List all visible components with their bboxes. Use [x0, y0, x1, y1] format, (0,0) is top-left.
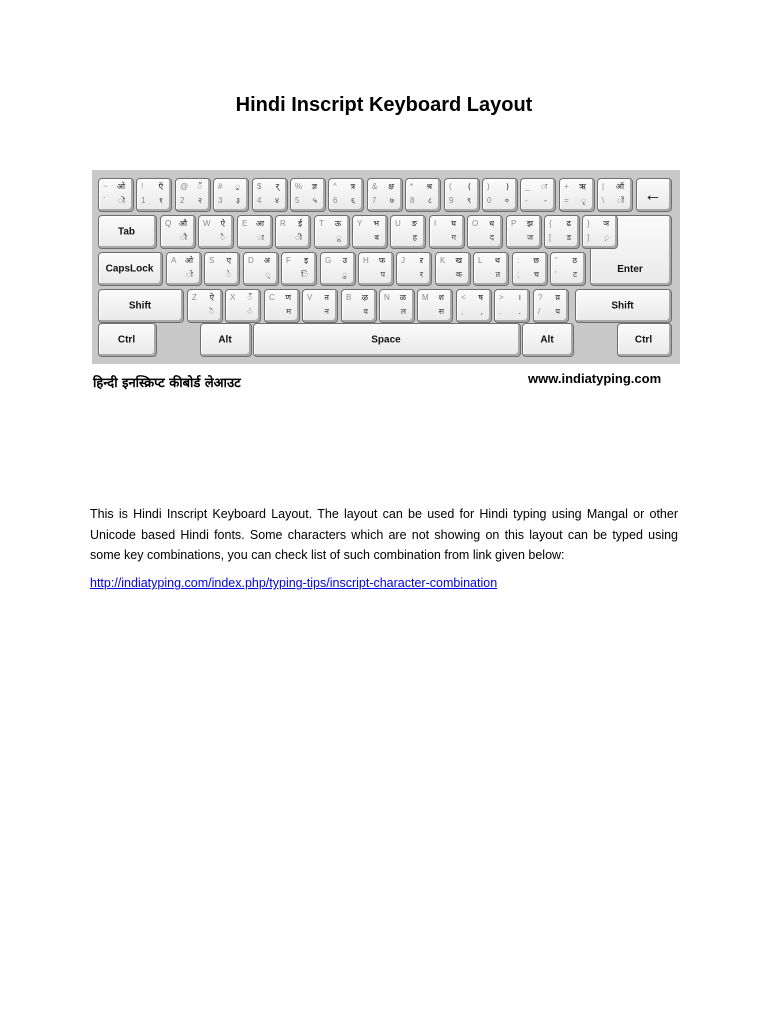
key-hindi-shift-char: झ [526, 219, 533, 228]
key-hindi-shift-char: अ [263, 256, 270, 265]
key-r2-4 [275, 215, 311, 249]
key-hindi-char: ह [412, 233, 417, 242]
key-shift-char: M [422, 293, 429, 302]
key-hindi-shift-char: ञ [603, 219, 609, 228]
key-hindi-shift-char: श [438, 293, 444, 302]
key-r2-3 [237, 215, 273, 249]
key-hindi-shift-char: त्र [350, 182, 355, 191]
key-base-char: ' [555, 270, 557, 279]
enter-key-label: Enter [617, 264, 643, 275]
key-hindi-shift-char: ) [505, 182, 509, 191]
key-hindi-char: ग [451, 233, 456, 242]
key-shift-char: $ [257, 182, 262, 191]
key-shift-char: J [401, 256, 405, 265]
key-hindi-char: ॊ [118, 196, 125, 205]
key-shift-char: S [209, 256, 215, 265]
key-r4-2 [225, 289, 261, 323]
key-r1-14 [597, 178, 633, 212]
key-shift-char: V [307, 293, 313, 302]
key-base-char: ; [517, 270, 520, 279]
key-r4-1 [187, 289, 223, 323]
key-shift-char: @ [180, 182, 189, 191]
key-hindi-char: ल [400, 307, 406, 316]
key-hindi-shift-char: । [517, 293, 521, 302]
key-hindi-shift-char: ऴ [361, 293, 368, 302]
key-hindi-shift-char: ऑ [615, 182, 624, 191]
key-base-char: = [564, 196, 569, 205]
key-r1-6 [290, 178, 326, 212]
key-hindi-char: - [544, 196, 547, 205]
key-hindi-char: व [363, 307, 368, 316]
key-shift-char: _ [525, 182, 530, 191]
backspace-key [636, 178, 672, 212]
key-r3-9 [473, 252, 509, 286]
key-r4-6 [379, 289, 415, 323]
alt-left-key-label: Alt [218, 334, 232, 346]
key-r1-11 [482, 178, 518, 212]
key-shift-char: L [478, 256, 483, 265]
key-base-char: / [538, 307, 541, 316]
key-r2-5 [314, 215, 350, 249]
key-hindi-shift-char: क्ष [388, 182, 394, 191]
key-base-char: 1 [141, 196, 146, 205]
space-key [253, 323, 521, 357]
key-hindi-shift-char: ऊ [334, 219, 341, 228]
key-r2-11 [544, 215, 580, 249]
shift-left-key-label: Shift [128, 300, 152, 312]
key-hindi-shift-char: ध [489, 219, 494, 228]
key-hindi-shift-char: ँ [247, 293, 252, 302]
key-hindi-char: , [480, 307, 483, 316]
key-hindi-shift-char: घ [451, 219, 456, 228]
key-hindi-shift-char: ऎ [209, 293, 214, 302]
key-r3-7 [396, 252, 432, 286]
tab-key [98, 215, 157, 249]
key-hindi-char: ि [301, 270, 308, 279]
space-key-label: Space [371, 334, 401, 346]
key-hindi-shift-char: छ [533, 256, 539, 265]
key-r3-11 [550, 252, 586, 286]
key-hindi-char: प [380, 270, 385, 279]
key-hindi-shift-char: ई [298, 219, 302, 228]
key-hindi-shift-char: ( [467, 182, 471, 191]
keyboard-image [92, 170, 680, 364]
key-hindi-shift-char: ख [455, 256, 462, 265]
key-hindi-char: २ [197, 196, 202, 205]
key-hindi-char: ट [572, 270, 577, 279]
page-title: Hindi Inscript Keyboard Layout [235, 94, 533, 116]
key-shift-char: P [511, 219, 517, 228]
tab-key-label: Tab [117, 226, 136, 238]
key-base-char: 4 [257, 196, 262, 205]
key-hindi-shift-char: ओ [184, 256, 193, 265]
key-hindi-char: न [324, 307, 329, 316]
key-r1-13 [559, 178, 595, 212]
shift-right-key-label: Shift [611, 300, 634, 312]
ctrl-left-key [98, 323, 157, 357]
key-hindi-shift-char: ऍ [158, 182, 163, 191]
key-r1-9 [405, 178, 441, 212]
key-hindi-char: ६ [350, 196, 355, 205]
key-r1-2 [136, 178, 172, 212]
key-base-char: \ [602, 196, 605, 205]
key-shift-char: { [549, 219, 552, 228]
key-r4-4 [302, 289, 338, 323]
key-base-char: 3 [218, 196, 223, 205]
key-r2-2 [198, 215, 234, 249]
key-hindi-char: ् [265, 270, 270, 279]
key-r4-9 [494, 289, 530, 323]
key-r1-1 [98, 178, 134, 212]
ctrl-right-key [617, 323, 672, 357]
key-base-char: - [525, 196, 528, 205]
key-r4-8 [456, 289, 492, 323]
key-shift-char: Z [192, 293, 197, 302]
key-base-char: 9 [449, 196, 454, 205]
key-shift-char: N [384, 293, 390, 302]
key-hindi-shift-char: भ [373, 219, 379, 228]
ctrl-right-key-label: Ctrl [634, 334, 653, 346]
key-shift-char: ~ [103, 182, 108, 191]
key-r1-4 [213, 178, 249, 212]
key-r1-5 [252, 178, 288, 212]
key-hindi-shift-char: ऩ [324, 293, 329, 302]
key-hindi-shift-char: ्र [235, 182, 240, 191]
key-hindi-char: ॆ [209, 307, 214, 316]
key-shift-char: I [434, 219, 437, 228]
key-r3-10 [512, 252, 548, 286]
key-hindi-shift-char: आ [255, 219, 264, 228]
key-shift-char: B [346, 293, 352, 302]
alt-left-key [200, 323, 252, 357]
key-r3-4 [281, 252, 317, 286]
key-shift-char: | [602, 182, 605, 191]
key-shift-char: & [372, 182, 378, 191]
key-hindi-shift-char: ॅ [197, 182, 202, 191]
key-shift-char: " [555, 256, 558, 265]
key-shift-char: < [461, 293, 466, 302]
key-r4-10 [533, 289, 569, 323]
key-shift-char: : [517, 256, 520, 265]
shift-right-key [575, 289, 672, 323]
key-hindi-char: ब [374, 233, 379, 242]
key-base-char: [ [549, 233, 552, 242]
key-r1-3 [175, 178, 211, 212]
key-hindi-char: ू [336, 233, 341, 242]
combination-link[interactable]: http://indiatyping.com/index.php/typing-tips/inscript-character-combination [90, 576, 498, 590]
key-shift-char: ( [449, 182, 452, 191]
key-hindi-char: स [438, 307, 444, 316]
key-shift-char: ) [487, 182, 490, 191]
key-hindi-shift-char: ए [226, 256, 231, 265]
key-hindi-char: ड [566, 233, 571, 242]
key-hindi-shift-char: ऐ [220, 219, 225, 228]
key-shift-char: D [248, 256, 254, 265]
key-shift-char: K [440, 256, 446, 265]
key-base-char: 5 [295, 196, 300, 205]
key-r2-9 [467, 215, 503, 249]
key-r3-5 [320, 252, 356, 286]
key-r1-8 [367, 178, 403, 212]
keyboard-caption-hindi: हिन्दी इनस्क्रिप्ट कीबोर्ड लेआउट [93, 376, 241, 391]
key-shift-char: ! [141, 182, 144, 191]
key-hindi-char: र [419, 270, 423, 279]
key-r3-6 [358, 252, 394, 286]
key-shift-char: G [325, 256, 332, 265]
key-base-char: ] [587, 233, 590, 242]
key-hindi-shift-char: ओ [116, 182, 125, 191]
capslock-key-label: CapsLock [105, 263, 154, 275]
key-shift-char: ^ [333, 182, 337, 191]
key-base-char: . [499, 307, 502, 316]
key-hindi-shift-char: थ [494, 256, 500, 265]
key-hindi-char: ९ [466, 196, 471, 205]
key-shift-char: T [319, 219, 324, 228]
key-r4-5 [341, 289, 377, 323]
key-r3-1 [166, 252, 202, 286]
alt-right-key [522, 323, 574, 357]
key-shift-char: A [171, 256, 177, 265]
key-base-char: 8 [410, 196, 415, 205]
key-base-char: 7 [372, 196, 377, 205]
key-r3-3 [243, 252, 279, 286]
key-r3-8 [435, 252, 471, 286]
key-shift-char: E [242, 219, 248, 228]
key-r1-12 [520, 178, 556, 212]
key-shift-char: # [218, 182, 223, 191]
keyboard-website: www.indiatyping.com [528, 371, 662, 386]
key-shift-char: X [230, 293, 236, 302]
key-hindi-shift-char: ः [540, 182, 547, 191]
key-hindi-char: ४ [274, 196, 279, 205]
key-hindi-char: म [286, 307, 291, 316]
key-hindi-char: ु [342, 270, 347, 279]
ctrl-left-key-label: Ctrl [117, 334, 136, 346]
key-hindi-shift-char: र् [275, 182, 279, 191]
key-hindi-char: ो [186, 270, 193, 279]
key-hindi-char: ा [257, 233, 264, 242]
key-hindi-shift-char: य़ [555, 293, 560, 302]
key-r2-1 [160, 215, 196, 249]
key-hindi-shift-char: इ [304, 256, 308, 265]
key-shift-char: C [269, 293, 275, 302]
key-r2-7 [390, 215, 426, 249]
key-hindi-char: े [226, 270, 231, 279]
key-shift-char: ? [538, 293, 543, 302]
key-shift-char: Y [357, 219, 363, 228]
key-r1-7 [328, 178, 364, 212]
key-hindi-char: ३ [235, 196, 240, 205]
key-shift-char: > [499, 293, 504, 302]
key-hindi-char: ौ [180, 233, 187, 242]
key-r4-3 [264, 289, 300, 323]
key-hindi-shift-char: ऱ [419, 256, 423, 265]
key-hindi-shift-char: ङ [411, 219, 417, 228]
key-hindi-char: ० [504, 196, 509, 205]
alt-right-key-label: Alt [540, 334, 554, 346]
key-hindi-shift-char: ऋ [579, 182, 586, 191]
key-r3-2 [204, 252, 240, 286]
key-hindi-char: ५ [312, 196, 317, 205]
key-hindi-char: ज [527, 233, 533, 242]
key-hindi-char: ी [295, 233, 302, 242]
shift-left-key [98, 289, 184, 323]
key-hindi-shift-char: फ [378, 256, 385, 265]
backspace-arrow-icon: ← [644, 184, 662, 205]
key-hindi-char: ८ [427, 196, 432, 205]
key-shift-char: R [280, 219, 286, 228]
key-hindi-shift-char: ष [478, 293, 483, 302]
key-base-char: 2 [180, 196, 185, 205]
key-hindi-char: य [555, 307, 560, 316]
capslock-key [98, 252, 163, 286]
key-hindi-char: द [489, 233, 494, 242]
key-shift-char: + [564, 182, 569, 191]
key-hindi-shift-char: श्र [426, 182, 432, 191]
key-shift-char: U [395, 219, 401, 228]
key-hindi-char: ै [220, 233, 225, 242]
key-hindi-char: . [518, 307, 521, 316]
key-shift-char: F [286, 256, 291, 265]
key-base-char: 0 [487, 196, 492, 205]
key-hindi-char: ं [247, 307, 252, 316]
key-hindi-char: क [455, 270, 462, 279]
key-hindi-char: त [495, 270, 500, 279]
description-paragraph: This is Hindi Inscript Keyboard Layout. The layout can be used for Hindi typing using Mangal or other Unicode based Hindi fonts. Some characters which are not showing on this layout can be typed using some key combinations, you can check list of such combination from link given below: [90, 507, 678, 562]
key-r2-8 [429, 215, 465, 249]
key-shift-char: Q [165, 219, 172, 228]
key-shift-char: O [472, 219, 479, 228]
key-hindi-char: ७ [389, 196, 394, 205]
key-base-char: , [461, 307, 464, 316]
key-base-char: 6 [333, 196, 338, 205]
key-shift-char: * [410, 182, 414, 191]
key-shift-char: H [363, 256, 369, 265]
key-hindi-shift-char: उ [342, 256, 347, 265]
key-hindi-char: च [533, 270, 539, 279]
key-shift-char: } [587, 219, 590, 228]
key-base-char: ` [103, 196, 106, 205]
key-hindi-char: ृ [581, 196, 586, 205]
key-shift-char: W [203, 219, 211, 228]
key-r2-6 [352, 215, 388, 249]
key-hindi-char: ॉ [617, 196, 624, 205]
key-hindi-char: ़ [604, 233, 609, 242]
key-hindi-shift-char: ण [285, 293, 291, 302]
key-r1-10 [444, 178, 480, 212]
key-r2-12 [582, 215, 618, 249]
key-hindi-shift-char: ढ [566, 219, 571, 228]
key-hindi-shift-char: ठ [572, 256, 577, 265]
key-r2-10 [506, 215, 542, 249]
key-hindi-shift-char: ज्ञ [311, 182, 317, 191]
key-hindi-shift-char: औ [178, 219, 187, 228]
key-shift-char: % [295, 182, 303, 191]
key-r4-7 [417, 289, 453, 323]
key-hindi-char: १ [158, 196, 163, 205]
key-hindi-shift-char: ळ [399, 293, 406, 302]
